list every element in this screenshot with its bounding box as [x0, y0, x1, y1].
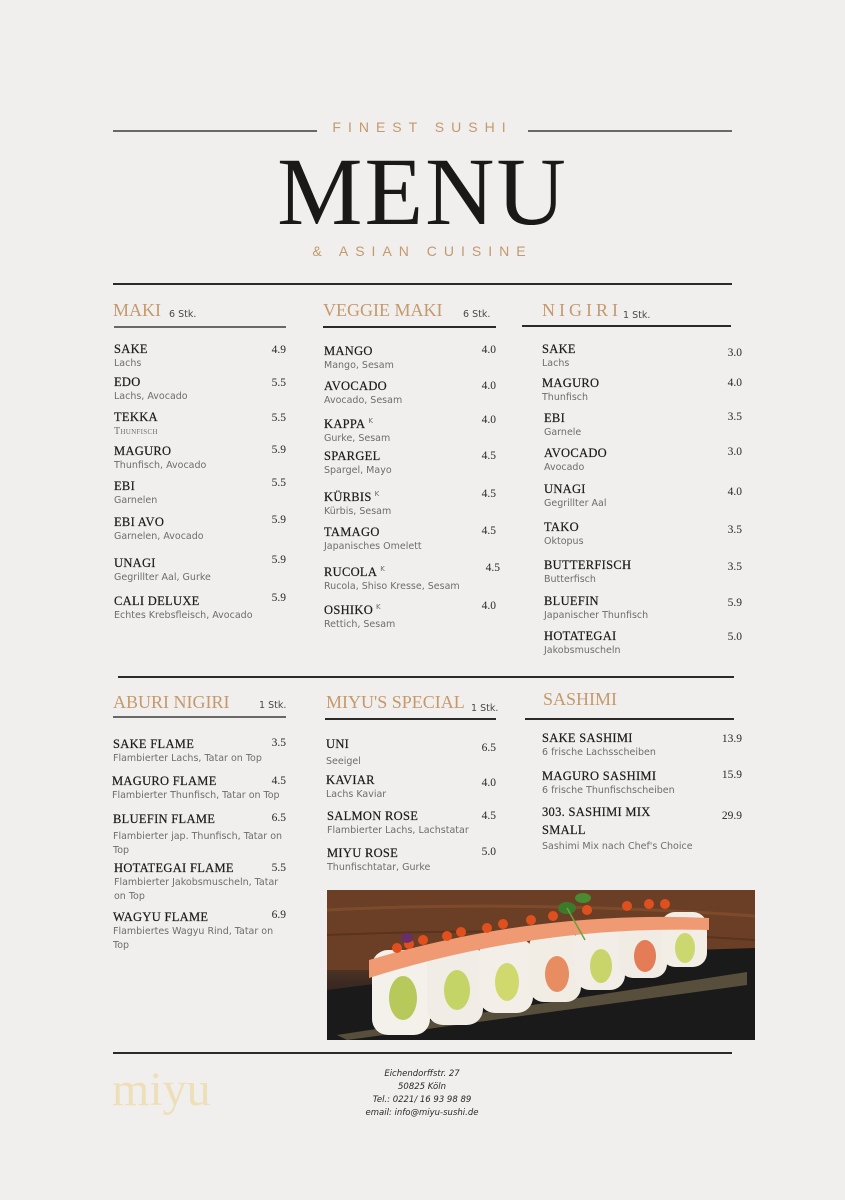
- menu-item: WAGYU FLAME Flambiertes Wagyu Rind, Tatar on Top: [113, 910, 274, 951]
- section-rule: [525, 718, 734, 720]
- item-price: 4.0: [481, 600, 496, 612]
- item-price: 4.0: [727, 486, 742, 498]
- menu-item: TAKO Oktopus: [544, 520, 584, 547]
- item-price: 5.9: [727, 597, 742, 609]
- menu-item: UNAGI Gegrillter Aal, Gurke: [114, 556, 211, 583]
- middle-divider: [118, 676, 734, 678]
- allergen-mark: K: [374, 490, 380, 498]
- menu-item: AVOCADO Avocado: [544, 446, 607, 473]
- section-rule: [114, 326, 286, 328]
- item-price: 5.5: [271, 477, 286, 489]
- item-price: 5.0: [727, 631, 742, 643]
- menu-item: HOTATEGAI Jakobsmuscheln: [544, 629, 621, 656]
- menu-item: CALI DELUXE Echtes Krebsfleisch, Avocado: [114, 594, 253, 621]
- allergen-mark: K: [376, 603, 381, 611]
- menu-item: EBI Garnele: [544, 411, 582, 438]
- menu-item: UNI Seeigel: [326, 737, 361, 767]
- item-price: 6.5: [271, 812, 286, 824]
- menu-item: MIYU ROSE Thunfischtatar, Gurke: [327, 846, 431, 873]
- item-price: 15.9: [721, 769, 742, 781]
- header-divider: [113, 283, 732, 285]
- section-rule: [522, 325, 731, 327]
- menu-item: MAGURO Thunfisch: [542, 376, 600, 403]
- subtitle: & ASIAN CUISINE: [312, 243, 533, 259]
- item-price: 4.0: [481, 414, 496, 426]
- menu-item: MAGURO Thunfisch, Avocado: [114, 444, 207, 471]
- menu-item: SAKE Lachs: [114, 342, 148, 369]
- item-price: 3.5: [271, 737, 286, 749]
- menu-item: AVOCADO Avocado, Sesam: [324, 379, 403, 406]
- item-price: 5.5: [271, 377, 286, 389]
- menu-item: KÜRBIS $^K$ Kürbis, Sesam: [324, 490, 392, 518]
- menu-item: SAKE SASHIMI 6 frische Lachsscheiben: [542, 731, 656, 758]
- section-note: 1 Stk.: [471, 703, 499, 714]
- item-price: 4.5: [481, 525, 496, 537]
- page-title: MENU: [277, 138, 568, 245]
- item-price: 6.9: [271, 909, 286, 921]
- footer-divider: [113, 1052, 732, 1054]
- sushi-roll-photo: [327, 890, 755, 1040]
- section-title: VEGGIE MAKI: [323, 300, 443, 320]
- menu-item: BLUEFIN Japanischer Thunfisch: [544, 594, 649, 621]
- allergen-mark: K: [380, 565, 386, 573]
- address-block: [322, 1068, 522, 1120]
- menu-item: BLUEFIN FLAME Flambierter jap. Thunfisch, Tatar on Top: [113, 812, 283, 856]
- menu-item: KAVIAR Lachs Kaviar: [326, 773, 387, 800]
- item-price: 4.5: [481, 450, 496, 462]
- item-price: 3.0: [727, 347, 742, 359]
- section-rule: [113, 716, 286, 718]
- menu-item: RUCOLA $^K$ Rucola, Shiso Kresse, Sesam: [324, 565, 460, 593]
- item-price: 5.9: [271, 554, 286, 566]
- item-price: 4.9: [271, 344, 286, 356]
- menu-item: BUTTERFISCH Butterfisch: [544, 558, 632, 585]
- item-price: 4.0: [727, 377, 742, 389]
- item-price: 4.5: [481, 488, 496, 500]
- item-price: 5.9: [271, 444, 286, 456]
- item-price: 3.5: [727, 411, 742, 423]
- item-price: 5.5: [271, 862, 286, 874]
- menu-item: SAKE FLAME Flambierter Lachs, Tatar on Top: [113, 737, 262, 764]
- item-price: 3.5: [727, 561, 742, 573]
- section-note: 1 Stk.: [259, 700, 287, 711]
- menu-item: EBI AVO Garnelen, Avocado: [114, 515, 204, 542]
- section-note: 6 Stk.: [169, 309, 197, 320]
- section-title: MAKI: [113, 300, 161, 320]
- item-price: 3.0: [727, 446, 742, 458]
- menu-item: MAGURO FLAME Flambierter Thunfisch, Tatar on Top: [112, 774, 280, 801]
- section-title: ABURI NIGIRI: [113, 692, 230, 712]
- item-price: 5.9: [271, 514, 286, 526]
- menu-item: SALMON ROSE Flambierter Lachs, Lachstatar: [327, 809, 469, 836]
- section-note: 6 Stk.: [463, 309, 491, 320]
- menu-item: SPARGEL Spargel, Mayo: [324, 449, 392, 476]
- menu-item: TAMAGO Japanisches Omelett: [324, 525, 422, 552]
- menu-item: TEKKA Thunfisch: [114, 410, 158, 437]
- section-note: 1 Stk.: [623, 310, 651, 321]
- menu-item: MANGO Mango, Sesam: [324, 344, 394, 371]
- item-price: 4.5: [271, 775, 286, 787]
- menu-item: UNAGI Gegrillter Aal: [544, 482, 607, 509]
- item-price: 4.0: [481, 777, 496, 789]
- email: email: info@miyu-sushi.de: [365, 1108, 479, 1118]
- menu-item: KAPPA $^K$ Gurke, Sesam: [324, 417, 391, 445]
- menu-item: 303. SASHIMI MIX SMALL Sashimi Mix nach Chef's Choice: [542, 805, 693, 852]
- item-price: 6.5: [481, 742, 496, 754]
- item-price: 4.0: [481, 380, 496, 392]
- address-street: Eichendorffstr. 27: [384, 1069, 460, 1079]
- logo: miyu: [112, 1063, 211, 1116]
- item-price: 29.9: [721, 810, 742, 822]
- menu-item: SAKE Lachs: [542, 342, 576, 369]
- section-title: NIGIRI: [542, 300, 622, 320]
- address-city: 50825 Köln: [398, 1082, 446, 1092]
- section-rule: [325, 718, 496, 720]
- phone: Tel.: 0221/ 16 93 98 89: [372, 1095, 472, 1105]
- item-price: 4.5: [485, 562, 500, 574]
- item-price: 4.5: [481, 810, 496, 822]
- section-title: SASHIMI: [543, 689, 618, 709]
- menu-item: OSHIKO $^K$ Rettich, Sesam: [324, 603, 396, 631]
- allergen-mark: K: [368, 417, 374, 425]
- tagline: FINEST SUSHI: [332, 119, 513, 135]
- menu-item: MAGURO SASHIMI 6 frische Thunfischscheiben: [542, 769, 675, 796]
- menu-item: HOTATEGAI FLAME Flambierter Jakobsmuscheln, Tatar on Top: [114, 861, 279, 902]
- item-price: 5.5: [271, 412, 286, 424]
- menu-item: EBI Garnelen: [114, 479, 158, 506]
- item-price: 5.9: [271, 592, 286, 604]
- menu-item: EDO Lachs, Avocado: [114, 375, 188, 402]
- section-title: MIYU'S SPECIAL: [326, 692, 465, 712]
- section-rule: [323, 326, 496, 328]
- item-price: 13.9: [721, 733, 742, 745]
- item-price: 3.5: [727, 524, 742, 536]
- item-price: 5.0: [481, 846, 496, 858]
- item-price: 4.0: [481, 344, 496, 356]
